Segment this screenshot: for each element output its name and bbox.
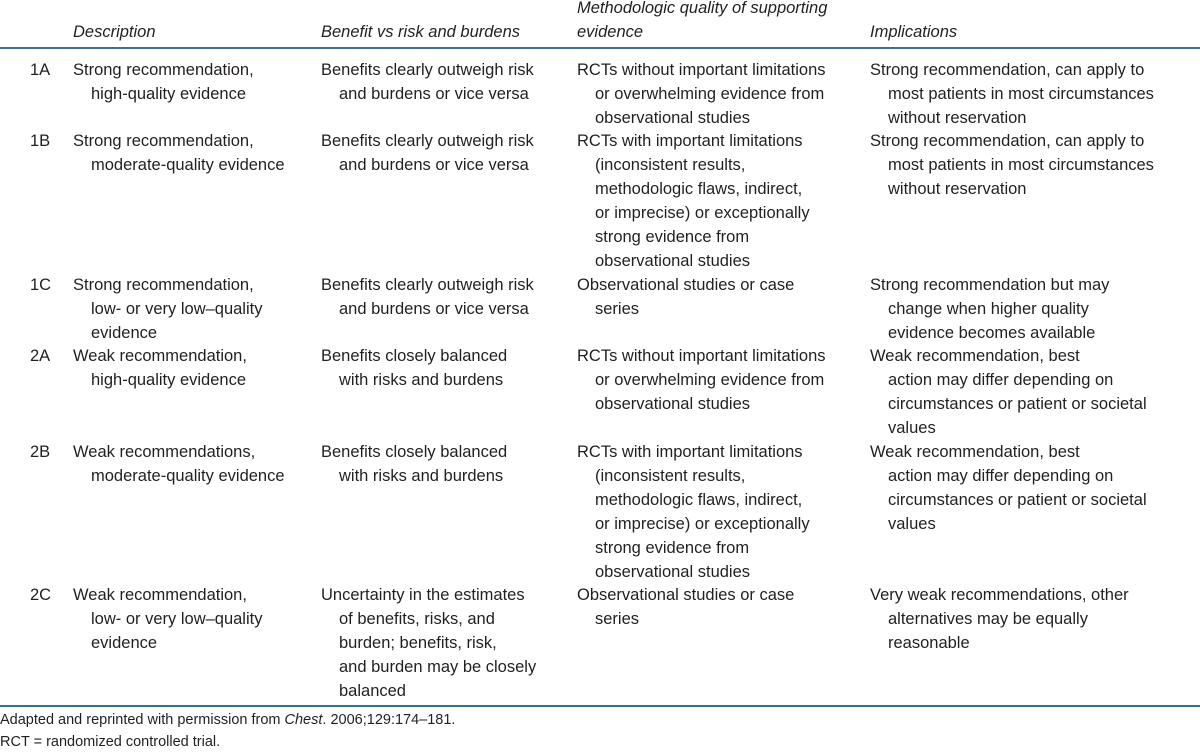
quality-cell: RCTs with important limitations (inconsistent results, methodologic flaws, indirect, or imprecise) or exceptionally strong evidence from observational studies (577, 443, 810, 581)
grade-code: 2C (30, 586, 52, 604)
description-cell: Strong recommendation, moderate-quality evidence (73, 132, 285, 174)
footer-rule (0, 705, 1200, 707)
grade-code: 1C (30, 276, 52, 294)
benefit-cell: Benefits closely balanced with risks and burdens (321, 347, 508, 389)
header-rule (0, 47, 1200, 49)
implications-cell: Weak recommendation, best action may differ depending on circumstances or patient or societal values (870, 443, 1147, 533)
benefit-cell: Benefits clearly outweigh risk and burdens or vice versa (321, 276, 534, 318)
quality-cell: Observational studies or case series (577, 586, 795, 628)
implications-cell: Weak recommendation, best action may differ depending on circumstances or patient or societal values (870, 347, 1147, 437)
benefit-cell: Benefits clearly outweigh risk and burdens or vice versa (321, 132, 534, 174)
description-cell: Strong recommendation, high-quality evidence (73, 61, 254, 103)
implications-cell: Strong recommendation but may change when higher quality evidence becomes available (870, 276, 1110, 342)
header-quality: Methodologic quality of supporting evidence (577, 0, 828, 41)
source-prefix: Adapted and reprinted with permission from (0, 712, 285, 728)
source-suffix: . 2006;129:174–181. (322, 712, 456, 728)
description-cell: Strong recommendation, low- or very low–quality evidence (73, 276, 263, 342)
quality-cell: RCTs without important limitations or overwhelming evidence from observational studies (577, 61, 826, 127)
header-benefit: Benefit vs risk and burdens (321, 23, 521, 41)
benefit-cell: Benefits clearly outweigh risk and burdens or vice versa (321, 61, 534, 103)
description-cell: Weak recommendation, high-quality evidence (73, 347, 247, 389)
implications-cell: Very weak recommendations, other alternatives may be equally reasonable (870, 586, 1129, 652)
implications-cell: Strong recommendation, can apply to most patients in most circumstances without reservation (870, 132, 1154, 198)
description-cell: Weak recommendation, low- or very low–quality evidence (73, 586, 263, 652)
benefit-cell: Benefits closely balanced with risks and burdens (321, 443, 508, 485)
quality-cell: RCTs without important limitations or overwhelming evidence from observational studies (577, 347, 826, 413)
grade-code: 1A (30, 61, 51, 79)
abbreviation-footnote: RCT = randomized controlled trial. (0, 734, 221, 750)
benefit-cell: Uncertainty in the estimates of benefits, risks, and burden; benefits, risk, and burden may be closely balanced (321, 586, 537, 700)
header-description: Description (73, 23, 156, 41)
implications-cell: Strong recommendation, can apply to most patients in most circumstances without reservation (870, 61, 1154, 127)
source-footnote (0, 710, 455, 730)
grade-code: 2A (30, 347, 51, 365)
description-cell: Weak recommendations, moderate-quality evidence (73, 443, 285, 485)
quality-cell: RCTs with important limitations (inconsistent results, methodologic flaws, indirect, or imprecise) or exceptionally strong evidence from observational studies (577, 132, 810, 270)
grade-code: 2B (30, 443, 51, 461)
grade-code: 1B (30, 132, 51, 150)
quality-cell: Observational studies or case series (577, 276, 795, 318)
header-implications: Implications (870, 23, 958, 41)
source-journal: Chest (284, 712, 323, 728)
